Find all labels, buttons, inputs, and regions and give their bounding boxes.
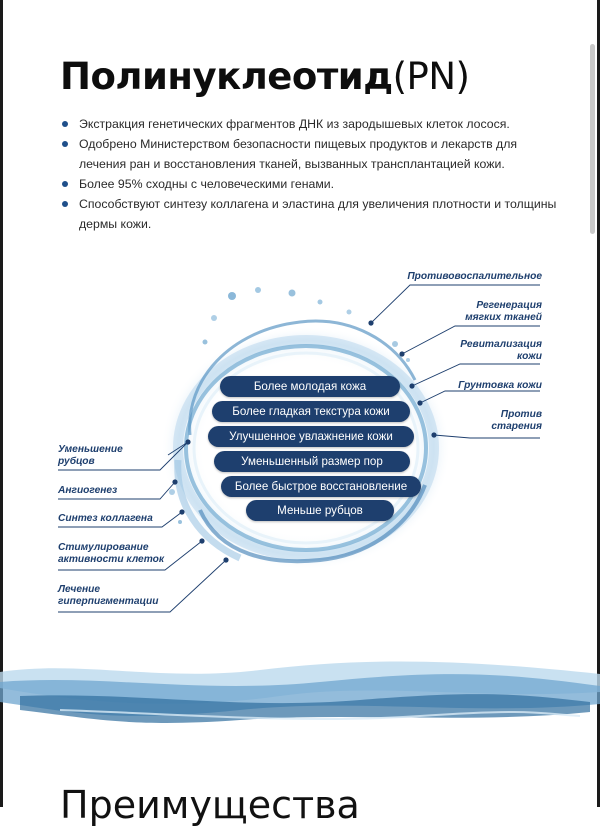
page-title	[60, 54, 469, 100]
bullet-item	[60, 174, 560, 194]
label-cell-activity-stimulation: Стимулирование активности клеток	[58, 542, 165, 565]
title-suffix: (PN)	[392, 55, 470, 98]
bullet-text: Более 95% сходны с человеческими генами.	[79, 177, 335, 191]
bullet-text: Экстракция генетических фрагментов ДНК из зародышевых клеток лосося.	[79, 117, 510, 131]
label-anti-aging: Против старения	[491, 409, 542, 432]
section-heading: Преимущества	[60, 783, 360, 827]
label-skin-priming: Грунтовка кожи	[458, 380, 542, 391]
bullet-text: Способствуют синтезу коллагена и эластина для увеличения плотности и толщины дермы кожи.	[79, 197, 557, 231]
label-anti-inflammatory: Противовоспалительное	[407, 271, 542, 282]
bullet-item	[60, 134, 560, 174]
feature-bullet-list	[60, 114, 560, 234]
label-skin-revitalization: Ревитализация кожи	[460, 339, 542, 362]
benefit-pill: Более гладкая текстура кожи	[212, 401, 410, 422]
label-angiogenesis: Ангиогенез	[58, 485, 118, 496]
bullet-item	[60, 194, 560, 234]
scrollbar[interactable]	[590, 44, 595, 234]
bullet-item	[60, 114, 560, 134]
bullet-dot-icon	[62, 201, 68, 207]
bullet-dot-icon	[62, 121, 68, 127]
benefit-pill: Меньше рубцов	[246, 500, 394, 521]
bullet-dot-icon	[62, 181, 68, 187]
label-collagen-synthesis: Синтез коллагена	[58, 513, 153, 524]
benefit-pill: Уменьшенный размер пор	[214, 451, 410, 472]
benefit-pill: Более быстрое восстановление	[221, 476, 421, 497]
title-main: Полинуклеотид	[60, 55, 393, 98]
label-soft-tissue-regeneration: Регенерация мягких тканей	[465, 300, 542, 323]
bullet-text: Одобрено Министерством безопасности пищевых продуктов и лекарств для лечения ран и восстановления тканей, вызванных трансплантацией кожи.	[79, 137, 518, 171]
water-wave-graphic	[0, 652, 600, 742]
benefit-pill: Улучшенное увлажнение кожи	[208, 426, 414, 447]
benefit-pill: Более молодая кожа	[220, 376, 400, 397]
label-hyperpigmentation-treatment: Лечение гиперпигментации	[58, 584, 159, 607]
label-scar-reduction: Уменьшение рубцов	[58, 444, 123, 467]
benefits-diagram	[0, 260, 600, 630]
bullet-dot-icon	[62, 141, 68, 147]
